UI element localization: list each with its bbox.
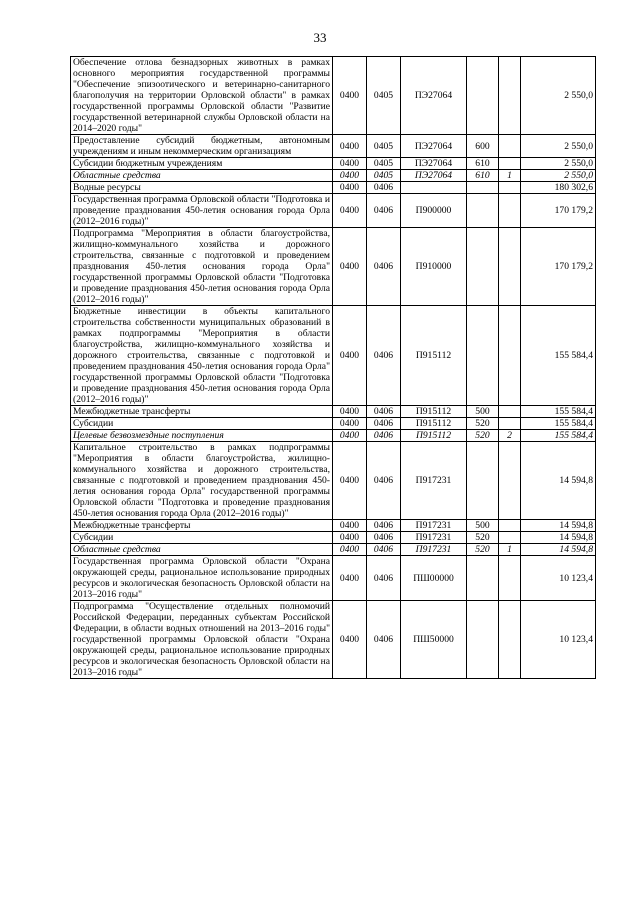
expense-type-code: [467, 306, 499, 406]
subsection-code: 0406: [367, 182, 401, 194]
amount: 14 594,8: [521, 442, 596, 520]
amount: 14 594,8: [521, 532, 596, 544]
section-code: 0400: [333, 442, 367, 520]
table-row: [71, 532, 596, 544]
table-row: [71, 158, 596, 170]
table-row: [71, 194, 596, 228]
funding-source-code: [499, 135, 521, 158]
amount: 170 179,2: [521, 228, 596, 306]
item-name: Субсидии: [71, 532, 333, 544]
budget-table: [70, 56, 596, 679]
table-row: [71, 418, 596, 430]
expense-type-code: [467, 228, 499, 306]
section-code: 0400: [333, 544, 367, 556]
funding-source-code: 1: [499, 544, 521, 556]
section-code: 0400: [333, 430, 367, 442]
expense-type-code: [467, 182, 499, 194]
item-name: Государственная программа Орловской области "Охрана окружающей среды, рациональное использование природных ресурсов и экологическая безопасность Орловской области на 2013–2016 годы": [71, 556, 333, 601]
target-article-code: ПЭ27064: [401, 170, 467, 182]
item-name: Государственная программа Орловской области "Подготовка и проведение празднования 450-летия основания города Орла (2012–2016 годы)": [71, 194, 333, 228]
table-row: [71, 406, 596, 418]
expense-type-code: 610: [467, 158, 499, 170]
expense-type-code: 600: [467, 135, 499, 158]
target-article-code: П917231: [401, 520, 467, 532]
item-name: Субсидии бюджетным учреждениям: [71, 158, 333, 170]
section-code: 0400: [333, 556, 367, 601]
section-code: 0400: [333, 406, 367, 418]
amount: 155 584,4: [521, 430, 596, 442]
expense-type-code: [467, 601, 499, 679]
funding-source-code: [499, 306, 521, 406]
target-article-code: ПШ50000: [401, 601, 467, 679]
table-row: [71, 544, 596, 556]
funding-source-code: [499, 182, 521, 194]
section-code: 0400: [333, 601, 367, 679]
target-article-code: [401, 182, 467, 194]
subsection-code: 0405: [367, 158, 401, 170]
expense-type-code: 500: [467, 520, 499, 532]
amount: 14 594,8: [521, 544, 596, 556]
table-row: [71, 520, 596, 532]
table-row: [71, 430, 596, 442]
subsection-code: 0406: [367, 556, 401, 601]
funding-source-code: [499, 520, 521, 532]
subsection-code: 0405: [367, 170, 401, 182]
expense-type-code: 610: [467, 170, 499, 182]
item-name: Водные ресурсы: [71, 182, 333, 194]
item-name: Капитальное строительство в рамках подпрограммы "Мероприятия в области благоустройства, жилищно-коммунального хозяйства и дорожного строительства, связанные с подготовкой и проведением празднования 450-летия основания города Орла" государственной программы Орловской области "Подготовка и проведение празднования 450-летия основания города Орла (2012–2016 годы)": [71, 442, 333, 520]
section-code: 0400: [333, 158, 367, 170]
subsection-code: 0406: [367, 418, 401, 430]
amount: 180 302,6: [521, 182, 596, 194]
target-article-code: ПЭ27064: [401, 57, 467, 135]
table-row: [71, 57, 596, 135]
expense-type-code: 520: [467, 544, 499, 556]
expense-type-code: [467, 556, 499, 601]
subsection-code: 0405: [367, 57, 401, 135]
item-name: Целевые безвозмездные поступления: [71, 430, 333, 442]
section-code: 0400: [333, 418, 367, 430]
target-article-code: П917231: [401, 544, 467, 556]
budget-table-body: [71, 57, 596, 679]
funding-source-code: [499, 532, 521, 544]
funding-source-code: [499, 442, 521, 520]
subsection-code: 0406: [367, 406, 401, 418]
table-row: [71, 170, 596, 182]
subsection-code: 0406: [367, 430, 401, 442]
section-code: 0400: [333, 194, 367, 228]
item-name: Бюджетные инвестиции в объекты капитального строительства собственности муниципальных образований в рамках подпрограммы "Мероприятия в области благоустройства, жилищно-коммунального хозяйства и дорожного строительства, связанные с подготовкой и проведением празднования 450-летия основания города Орла" государственной программы Орловской области "Подготовка и проведение празднования 450-летия основания города Орла (2012–2016 годы)": [71, 306, 333, 406]
section-code: 0400: [333, 135, 367, 158]
amount: 2 550,0: [521, 57, 596, 135]
section-code: 0400: [333, 170, 367, 182]
section-code: 0400: [333, 182, 367, 194]
funding-source-code: [499, 228, 521, 306]
subsection-code: 0406: [367, 544, 401, 556]
table-row: [71, 601, 596, 679]
item-name: Межбюджетные трансферты: [71, 520, 333, 532]
target-article-code: ПШ00000: [401, 556, 467, 601]
item-name: Областные средства: [71, 170, 333, 182]
item-name: Подпрограмма "Осуществление отдельных полномочий Российской Федерации, переданных субъектам Российской Федерации, в области водных отношений на 2013–2016 годы" государственной программы Орловской области "Охрана окружающей среды, рациональное использование природных ресурсов и экологическая безопасность Орловской области на 2013–2016 годы": [71, 601, 333, 679]
page-number: 33: [313, 30, 327, 45]
subsection-code: 0406: [367, 532, 401, 544]
item-name: Областные средства: [71, 544, 333, 556]
funding-source-code: [499, 194, 521, 228]
amount: 170 179,2: [521, 194, 596, 228]
section-code: 0400: [333, 306, 367, 406]
subsection-code: 0406: [367, 194, 401, 228]
subsection-code: 0406: [367, 442, 401, 520]
subsection-code: 0406: [367, 520, 401, 532]
expense-type-code: 500: [467, 406, 499, 418]
expense-type-code: [467, 57, 499, 135]
table-row: [71, 442, 596, 520]
target-article-code: ПЭ27064: [401, 158, 467, 170]
expense-type-code: 520: [467, 418, 499, 430]
target-article-code: П917231: [401, 532, 467, 544]
expense-type-code: 520: [467, 532, 499, 544]
item-name: Подпрограмма "Мероприятия в области благоустройства, жилищно-коммунального хозяйства и дорожного строительства, связанные с подготовкой и проведением празднования 450-летия основания города Орла" государственной программы Орловской области "Подготовка и проведение празднования 450-летия основания города Орла (2012–2016 годы)": [71, 228, 333, 306]
funding-source-code: 2: [499, 430, 521, 442]
target-article-code: П917231: [401, 442, 467, 520]
funding-source-code: [499, 418, 521, 430]
amount: 14 594,8: [521, 520, 596, 532]
expense-type-code: [467, 442, 499, 520]
table-row: [71, 556, 596, 601]
table-row: [71, 228, 596, 306]
item-name: Предоставление субсидий бюджетным, автономным учреждениям и иным некоммерческим организациям: [71, 135, 333, 158]
amount: 2 550,0: [521, 170, 596, 182]
funding-source-code: [499, 406, 521, 418]
amount: 2 550,0: [521, 135, 596, 158]
target-article-code: П910000: [401, 228, 467, 306]
subsection-code: 0405: [367, 135, 401, 158]
subsection-code: 0406: [367, 228, 401, 306]
amount: 155 584,4: [521, 306, 596, 406]
target-article-code: П915112: [401, 406, 467, 418]
target-article-code: ПЭ27064: [401, 135, 467, 158]
subsection-code: 0406: [367, 306, 401, 406]
section-code: 0400: [333, 228, 367, 306]
amount: 155 584,4: [521, 406, 596, 418]
target-article-code: П915112: [401, 430, 467, 442]
item-name: Субсидии: [71, 418, 333, 430]
funding-source-code: [499, 57, 521, 135]
target-article-code: П915112: [401, 306, 467, 406]
funding-source-code: [499, 556, 521, 601]
funding-source-code: [499, 601, 521, 679]
section-code: 0400: [333, 532, 367, 544]
subsection-code: 0406: [367, 601, 401, 679]
section-code: 0400: [333, 520, 367, 532]
table-row: [71, 135, 596, 158]
target-article-code: П900000: [401, 194, 467, 228]
table-row: [71, 306, 596, 406]
funding-source-code: 1: [499, 170, 521, 182]
item-name: Межбюджетные трансферты: [71, 406, 333, 418]
expense-type-code: [467, 194, 499, 228]
expense-type-code: 520: [467, 430, 499, 442]
amount: 10 123,4: [521, 556, 596, 601]
amount: 10 123,4: [521, 601, 596, 679]
item-name: Обеспечение отлова безнадзорных животных в рамках основного мероприятия государственной программы "Обеспечение эпизоотического и ветеринарно-санитарного благополучия на территории Орловской области" в рамках государственной программы Орловской области "Развитие государственной ветеринарной службы Орловской области на 2014–2020 годы": [71, 57, 333, 135]
amount: 155 584,4: [521, 418, 596, 430]
table-row: [71, 182, 596, 194]
amount: 2 550,0: [521, 158, 596, 170]
target-article-code: П915112: [401, 418, 467, 430]
section-code: 0400: [333, 57, 367, 135]
funding-source-code: [499, 158, 521, 170]
